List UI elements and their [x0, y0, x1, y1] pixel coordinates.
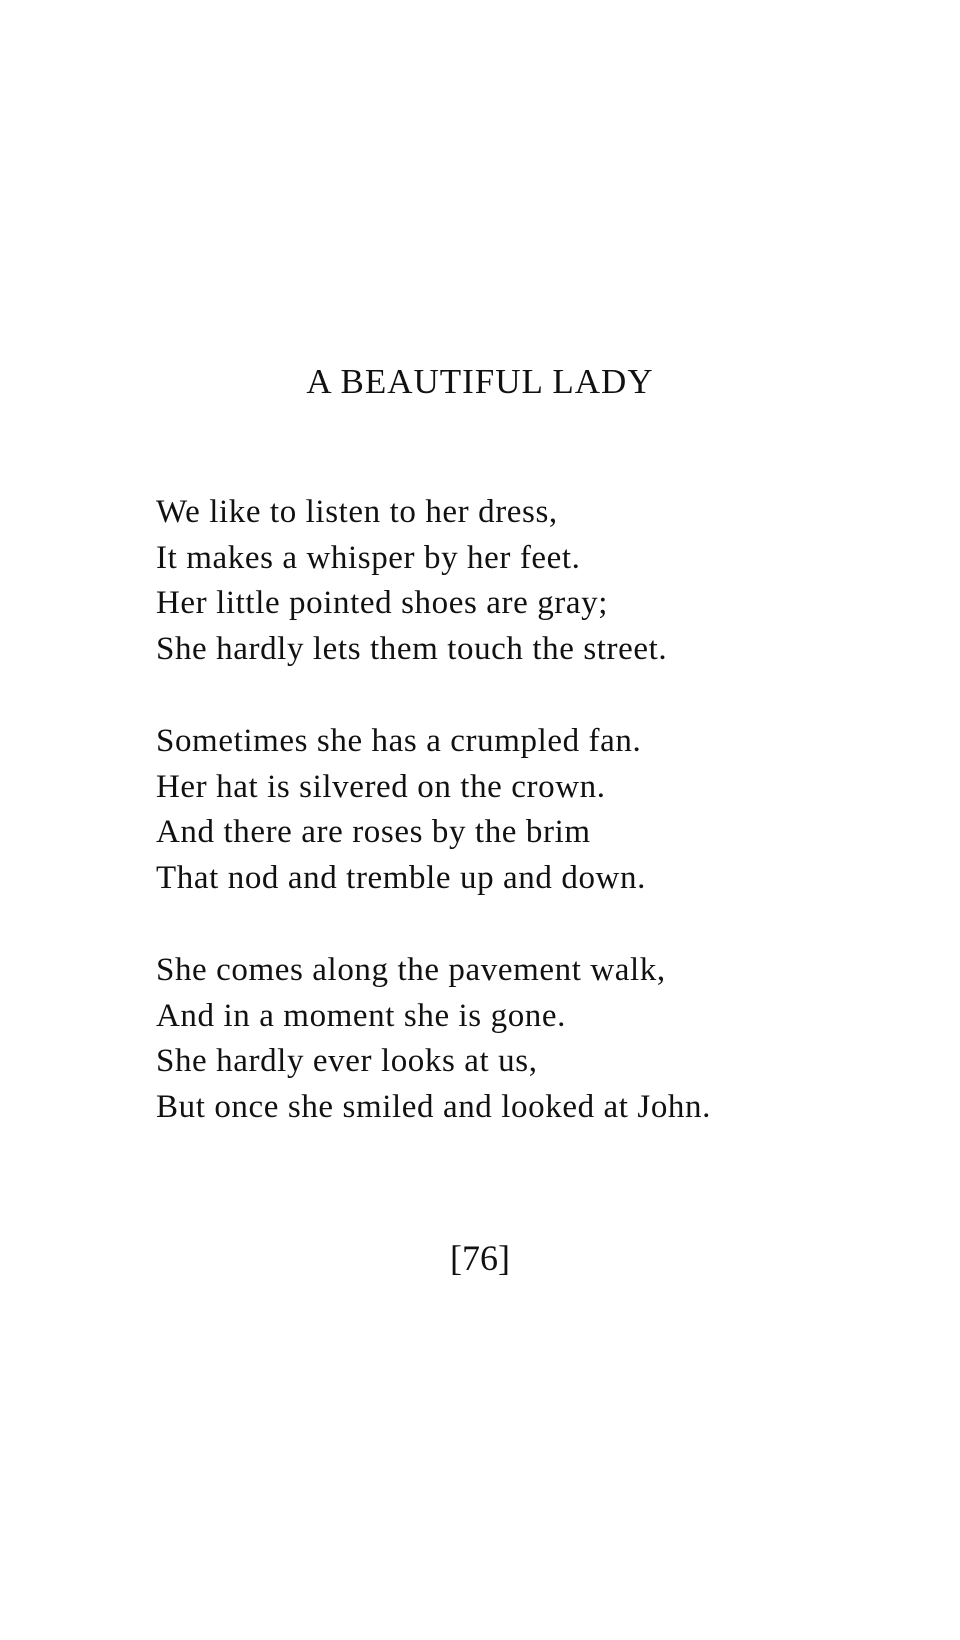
stanza-2 [156, 719, 856, 901]
stanza-1 [156, 490, 856, 672]
poem-line: But once she smiled and looked at John. [156, 1088, 711, 1125]
poem-line: And in a moment she is gone. [156, 997, 566, 1034]
poem-body [156, 490, 856, 1177]
poem-line: She hardly lets them touch the street. [156, 630, 668, 667]
poem-line: We like to listen to her dress, [156, 494, 558, 530]
page-number: [76] [450, 1238, 510, 1278]
poem-line: She comes along the pavement walk, [156, 952, 666, 988]
poem-line: It makes a whisper by her feet. [156, 539, 581, 576]
poem-line: Her hat is silvered on the crown. [156, 768, 606, 805]
poem-line: And there are roses by the brim [156, 814, 591, 850]
poem-line: Her little pointed shoes are gray; [156, 585, 609, 621]
poem-line: Sometimes she has a crumpled fan. [156, 723, 642, 759]
poem-line: That nod and tremble up and down. [156, 859, 646, 896]
poem-title: A BEAUTIFUL LADY [306, 362, 654, 401]
stanza-3 [156, 948, 856, 1130]
poem-line: She hardly ever looks at us, [156, 1043, 538, 1079]
